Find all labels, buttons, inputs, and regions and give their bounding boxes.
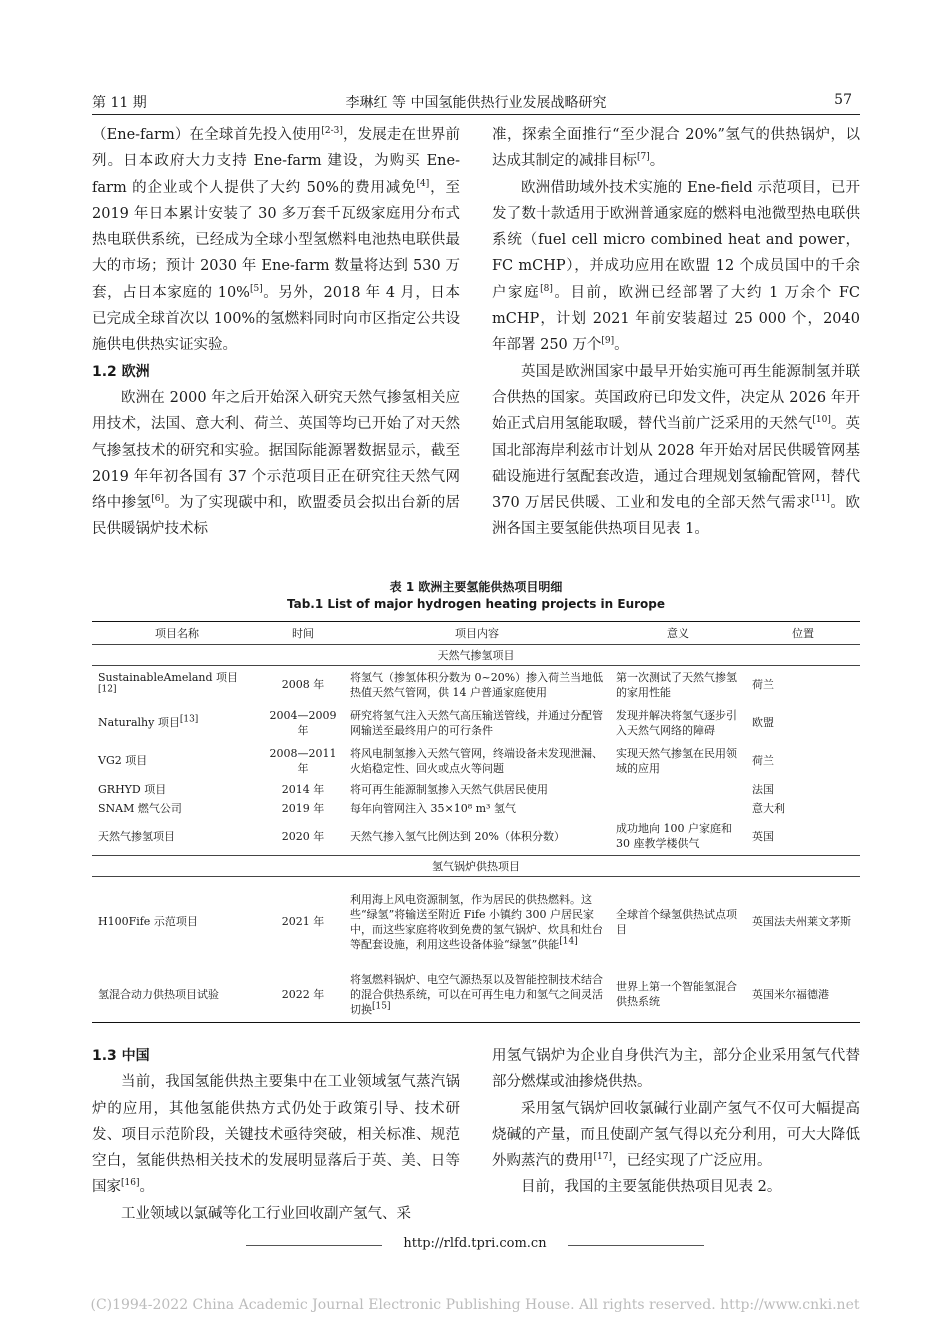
cell-location: 意大利: [752, 801, 785, 815]
page-number: 57: [834, 92, 852, 108]
cell-meaning: [610, 799, 746, 818]
cell-location: 荷兰: [752, 678, 774, 692]
cell-meaning: 实现天然气掺氢在民用领域的应用: [616, 746, 737, 775]
footer-url: http://rlfd.tpri.com.cn: [403, 1236, 547, 1251]
paragraph-china: 当前，我国氢能供热主要集中在工业领域氢气蒸汽锅炉的应用，其他氢能供热方式仍处于政策引导、技术研发、项目示范阶段，关键技术亟待突破，相关标准、规范空白，氢能供热相关技术的发展明显落后于英、美、日等国家[16]。: [92, 1074, 460, 1196]
running-title: 李琳红 等 中国氢能供热行业发展战略研究: [345, 95, 607, 111]
group-row-gas-blending: 天然气掺氢项目: [92, 645, 860, 666]
paragraph-chlor-alkali: 采用氢气锅炉回收氯碱行业副产氢气不仅可大幅提高烧碱的产量，而且使副产氢气得以充分利用，可大大降低外购蒸汽的费用[17]，已经实现了广泛应用。: [492, 1100, 860, 1170]
cell-location: 欧盟: [752, 716, 774, 729]
cell-time: 2004—2009 年: [269, 708, 337, 737]
cell-location: 英国米尔福德港: [752, 987, 829, 1001]
table-row: [92, 799, 860, 818]
cell-meaning: 全球首个绿氢供热试点项目: [616, 907, 737, 936]
issue-number: 第 11 期: [92, 95, 147, 111]
left-column-top: [92, 122, 460, 543]
cell-content: 利用海上风电资源制氢，作为居民的供热燃料。这些“绿氢”将输送至附近 Fife 小镇约 300 户居民家中，而这些家庭将收到免费的氢气锅炉、炊具和灶台等配套设施，利用这些设备体验“绿氢”供能[14]: [350, 892, 603, 951]
cell-location: 法国: [752, 782, 774, 796]
table-row: [92, 818, 860, 856]
europe-projects-table: [92, 621, 860, 1023]
paragraph-europe: 欧洲在 2000 年之后开始深入研究天然气掺氢相关应用技术，法国、意大利、荷兰、英国等均已开始了对天然气掺氢技术的研究和实验。据国际能源署数据显示，截至 2019 年年初各国有 37 个示范项目正在研究往天然气网络中掺氢[6]。为了实现碳中和，欧盟委员会拟出台新的居民供暖锅炉技术标: [92, 389, 461, 538]
cell-name: Naturalhy 项目[13]: [98, 714, 199, 729]
paragraph-boiler-use: 用氢气锅炉为企业自身供汽为主，部分企业采用氢气代替部分燃煤或油掺烧供热。: [492, 1048, 860, 1091]
paragraph-uk: 英国是欧洲国家中最早开始实施可再生能源制氢并联合供热的国家。英国政府已印发文件，决定从 2026 年开始正式启用氢能取暖，替代当前广泛采用的天然气[10]。英国北部海岸利兹市计划从 2028 年开始对居民供暖管网基础设施进行氢配套改造，通过合理规划氢输配管网，替代 370 万居民供暖、工业和发电的全部天然气需求[11]。欧洲各国主要氢能供热项目见表 1。: [492, 363, 861, 538]
table-caption-cn: 表 1 欧洲主要氢能供热项目明细: [389, 580, 563, 594]
cell-name: H100Fife 示范项目: [98, 915, 198, 929]
cell-time: 2014 年: [281, 782, 325, 796]
col-header-content: 项目内容: [455, 626, 499, 640]
cell-name: 氢混合动力供热项目试验: [98, 987, 219, 1001]
cell-content: 每年向管网注入 35×10⁸ m³ 氢气: [350, 801, 516, 815]
paragraph-eu-boiler: 准，探索全面推行“至少混合 20%”氢气的供热锅炉，以达成其制定的减排目标[7]。: [492, 127, 860, 170]
table-row: [92, 877, 860, 967]
table-row: [92, 742, 860, 780]
cell-meaning: 成功地向 100 户家庭和 30 座教学楼供气: [616, 822, 732, 851]
cell-content: 将氢气（掺氢体积分数为 0~20%）掺入荷兰当地低热值天然气管网，供 14 户普通家庭使用: [350, 670, 604, 699]
cell-time: 2020 年: [281, 829, 325, 843]
left-column-bottom: [92, 1043, 460, 1227]
table-row: [92, 704, 860, 742]
paragraph-table2-ref: 目前，我国的主要氢能供热项目见表 2。: [521, 1179, 782, 1196]
cell-location: 荷兰: [752, 754, 774, 767]
cell-meaning: 第一次测试了天然气掺氢的家用性能: [616, 670, 737, 699]
cell-time: 2022 年: [281, 987, 325, 1001]
right-column-bottom: [492, 1043, 860, 1201]
group-row-hydrogen-boiler: 氢气锅炉供热项目: [92, 856, 860, 877]
table-row: [92, 967, 860, 1023]
right-column-top: [492, 122, 860, 543]
cell-location: 英国: [752, 829, 774, 843]
cell-time: 2021 年: [281, 915, 325, 929]
cell-content: 将可再生能源制氢掺入天然气供居民使用: [350, 782, 548, 796]
paragraph-japan: （Ene-farm）在全球首先投入使用[2-3]，发展走在世界前列。日本政府大力支持 Ene-farm 建设，为购买 Ene-farm 的企业或个人提供了大约 50%的费用减免[4]，至 2019 年日本累计安装了 30 多万套千瓦级家庭用分布式热电联供系统，已经成为全球小型氢燃料电池热电联供最大的市场；预计 2030 年 Ene-farm 数量将达到 530 万套，占日本家庭的 10%[5]。另外，2018 年 4 月，日本已完成全球首次以 100%的氢燃料同时向市区指定公共设施供电供热实证实验。: [92, 126, 461, 354]
paragraph-industry: 工业领域以氯碱等化工行业回收副产氢气、采: [121, 1205, 411, 1222]
col-header-name: 项目名称: [155, 626, 199, 640]
cell-name: 天然气掺氢项目: [98, 829, 175, 843]
table-row: [92, 666, 860, 704]
cell-meaning: [610, 780, 746, 799]
section-heading-china: 1.3 中国: [92, 1048, 150, 1064]
cell-name: VG2 项目: [98, 754, 148, 767]
cell-time: 2008 年: [281, 678, 325, 692]
copyright-watermark: (C)1994-2022 China Academic Journal Electronic Publishing House. All rights reserved. http://www.cnki.net: [90, 1297, 860, 1313]
cell-name: GRHYD 项目: [98, 782, 167, 796]
paragraph-ene-field: 欧洲借助域外技术实施的 Ene-field 示范项目，已开发了数十款适用于欧洲普通家庭的燃料电池微型热电联供系统（fuel cell micro combined heat and power，FC mCHP），并成功应用在欧盟 12 个成员国中的千余户家庭[8]。目前，欧洲已经部署了大约 1 万余个 FC mCHP，计划 2021 年前安装超过 25 000 个，2040 年部署 250 万个[9]。: [492, 179, 860, 354]
cell-time: 2019 年: [281, 801, 325, 815]
cell-location: 英国法夫州莱文茅斯: [752, 915, 851, 929]
table-row: [92, 780, 860, 799]
header-rule: [92, 114, 860, 115]
col-header-time: 时间: [292, 626, 314, 640]
cell-content: 将风电制氢掺入天然气管网，终端设备未发现泄漏、火焰稳定性、回火或点火等问题: [350, 746, 603, 775]
col-header-location: 位置: [792, 626, 814, 640]
table-caption-en: Tab.1 List of major hydrogen heating projects in Europe: [286, 597, 666, 611]
cell-meaning: 世界上第一个智能氢混合供热系统: [616, 980, 737, 1009]
cell-name: SustainableAmeland 项目[12]: [98, 670, 239, 695]
section-heading-europe: 1.2 欧洲: [92, 363, 150, 380]
table-header-row: [92, 622, 860, 645]
cell-content: 研究将氢气注入天然气高压输送管线，并通过分配管网输送至最终用户的可行条件: [350, 708, 603, 737]
cell-content: 将氢燃料锅炉、电空气源热泵以及智能控制技术结合的混合供热系统，可以在可再生电力和氢气之间灵活切换[15]: [350, 972, 603, 1016]
cell-name: SNAM 燃气公司: [98, 801, 182, 815]
cell-time: 2008—2011 年: [269, 746, 337, 775]
cell-content: 天然气掺入氢气比例达到 20%（体积分数）: [350, 829, 565, 843]
running-header: [92, 92, 860, 114]
cell-meaning: 发现并解决将氢气逐步引入天然气网络的障碍: [616, 708, 737, 737]
col-header-meaning: 意义: [667, 626, 689, 640]
